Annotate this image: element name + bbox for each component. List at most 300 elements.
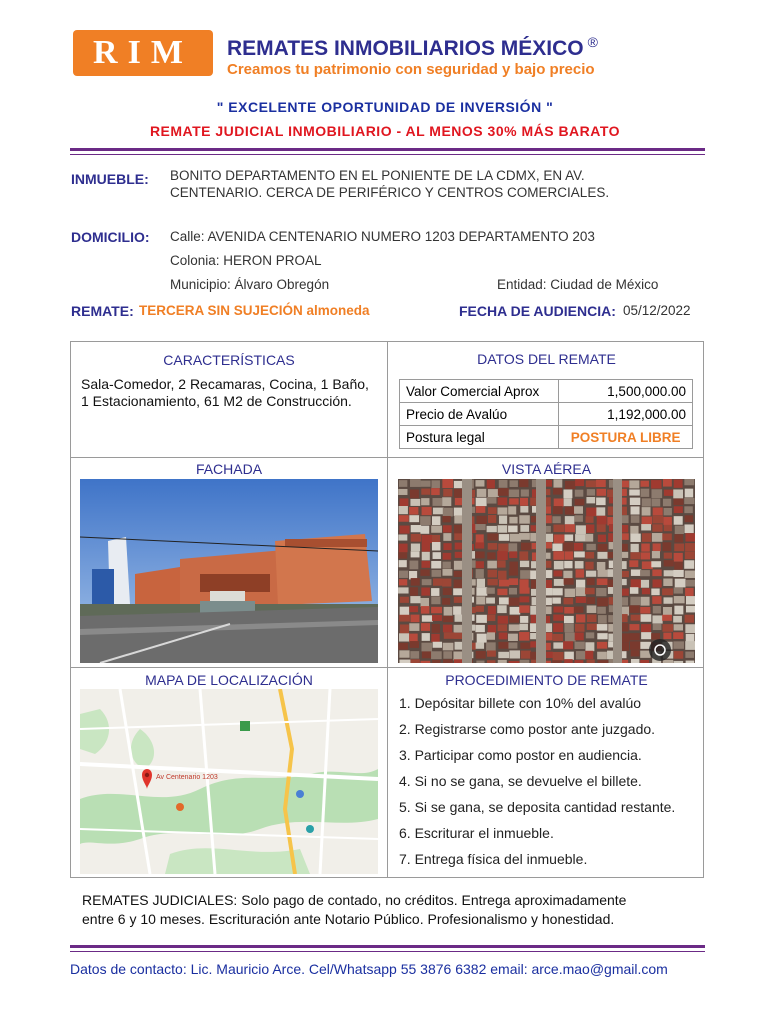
rooftop-tile bbox=[442, 598, 450, 605]
rooftop-tile bbox=[641, 632, 651, 639]
rooftop-tile bbox=[398, 552, 407, 558]
rooftop-tile bbox=[597, 642, 607, 649]
rooftop-tile bbox=[486, 598, 495, 604]
mapa-title: MAPA DE LOCALIZACIÓN bbox=[145, 672, 313, 688]
rooftop-tile bbox=[432, 498, 442, 506]
rooftop-tile bbox=[587, 605, 597, 613]
rooftop-tile bbox=[597, 579, 608, 585]
rooftop-tile bbox=[642, 498, 651, 506]
rooftop-tile bbox=[510, 480, 518, 487]
rooftop-tile bbox=[662, 533, 672, 540]
rooftop-tile bbox=[597, 652, 607, 660]
rooftop-tile bbox=[675, 579, 686, 588]
rooftop-tile bbox=[685, 624, 695, 633]
rooftop-tile bbox=[410, 479, 421, 487]
rooftop-tile bbox=[640, 570, 650, 576]
rooftop-tile bbox=[454, 625, 464, 633]
rooftop-tile bbox=[629, 480, 639, 488]
rooftop-tile bbox=[521, 651, 531, 659]
rooftop-tile bbox=[629, 605, 639, 613]
fachada-photo bbox=[80, 479, 378, 663]
rooftop-tile bbox=[629, 624, 639, 630]
divider-top bbox=[70, 148, 705, 151]
rooftop-tile bbox=[410, 596, 420, 603]
rooftop-tile bbox=[476, 561, 484, 568]
datos-remate-table bbox=[399, 379, 693, 449]
rooftop-tile bbox=[421, 598, 429, 607]
rooftop-tile bbox=[409, 623, 419, 631]
calle-value: Calle: AVENIDA CENTENARIO NUMERO 1203 DEPARTAMENTO 203 bbox=[170, 229, 595, 244]
rooftop-tile bbox=[564, 561, 572, 568]
rooftop-tile bbox=[664, 508, 672, 515]
rooftop-tile bbox=[431, 561, 441, 569]
rooftop-tile bbox=[674, 553, 683, 562]
rooftop-tile bbox=[575, 515, 583, 522]
rooftop-tile bbox=[453, 606, 461, 614]
rooftop-tile bbox=[630, 597, 640, 605]
rooftop-tile bbox=[475, 625, 485, 632]
rooftop-tile bbox=[674, 588, 683, 594]
rooftop-tile bbox=[586, 544, 595, 550]
rooftop-tile bbox=[498, 616, 509, 624]
rooftop-tile bbox=[662, 588, 673, 595]
rooftop-tile bbox=[399, 660, 410, 663]
rooftop-tile bbox=[519, 551, 528, 560]
rooftop-tile bbox=[509, 615, 519, 622]
rooftop-tile bbox=[552, 516, 560, 523]
rooftop-tile bbox=[564, 578, 574, 585]
rooftop-tile bbox=[554, 561, 564, 569]
rooftop-tile bbox=[641, 543, 650, 551]
rooftop-tile bbox=[399, 633, 409, 641]
rooftop-tile bbox=[499, 534, 510, 541]
rooftop-tile bbox=[519, 588, 529, 594]
rooftop-tile bbox=[597, 562, 605, 570]
rooftop-tile bbox=[596, 507, 605, 515]
rooftop-tile bbox=[651, 633, 660, 639]
rooftop-tile bbox=[663, 578, 672, 586]
rooftop-tile bbox=[422, 535, 432, 543]
rooftop-tile bbox=[422, 633, 430, 641]
rooftop-tile bbox=[520, 616, 528, 623]
rooftop-tile bbox=[564, 652, 574, 660]
rooftop-tile bbox=[653, 579, 662, 587]
rooftop-tile bbox=[508, 506, 516, 514]
rooftop-tile bbox=[663, 479, 672, 486]
rooftop-tile bbox=[684, 498, 694, 504]
rooftop-tile bbox=[575, 632, 584, 640]
rooftop-tile bbox=[433, 642, 442, 648]
fecha-label: FECHA DE AUDIENCIA: bbox=[459, 303, 616, 319]
rooftop-tile bbox=[554, 570, 563, 576]
rooftop-tile bbox=[684, 506, 693, 513]
rooftop-tile bbox=[630, 641, 640, 650]
rooftop-tile bbox=[675, 526, 684, 534]
rooftop-tile bbox=[674, 661, 684, 663]
list-item: 6. Escriturar el inmueble. bbox=[399, 825, 554, 841]
rooftop-tile bbox=[410, 489, 419, 498]
rooftop-tile bbox=[629, 560, 638, 567]
rooftop-tile bbox=[651, 489, 662, 498]
rooftop-tile bbox=[442, 497, 451, 506]
rooftop-tile bbox=[509, 569, 518, 575]
rooftop-tile bbox=[519, 479, 528, 487]
rooftop-tile bbox=[443, 625, 452, 633]
rooftop-tile bbox=[653, 543, 661, 551]
rooftop-tile bbox=[519, 605, 529, 613]
rooftop-tile bbox=[399, 544, 408, 553]
rooftop-tile bbox=[586, 632, 594, 638]
rooftop-tile bbox=[586, 571, 596, 577]
rooftop-tile bbox=[400, 498, 409, 506]
rooftop-tile bbox=[431, 596, 440, 604]
rooftop-tile bbox=[411, 659, 420, 663]
rooftop-tile bbox=[442, 569, 452, 576]
rooftop-tile bbox=[497, 551, 508, 560]
rooftop-tile bbox=[454, 481, 463, 488]
rooftop-tile bbox=[398, 535, 407, 541]
rooftop-tile bbox=[432, 615, 442, 621]
rooftop-tile bbox=[454, 659, 463, 663]
rooftop-tile bbox=[422, 552, 430, 560]
rooftop-tile bbox=[487, 660, 495, 663]
rooftop-tile bbox=[630, 587, 638, 594]
procedimiento-list bbox=[399, 690, 675, 872]
rooftop-tile bbox=[652, 551, 660, 558]
rooftop-tile bbox=[409, 507, 418, 515]
rooftop-tile bbox=[475, 551, 484, 558]
rooftop-tile bbox=[432, 624, 440, 633]
rooftop-tile bbox=[510, 607, 521, 615]
rooftop-tile bbox=[497, 507, 507, 514]
rooftop-tile bbox=[399, 615, 410, 622]
grid-divider-row1 bbox=[71, 457, 703, 458]
rooftop-tile bbox=[431, 634, 439, 642]
rooftop-tile bbox=[521, 489, 529, 496]
rooftop-tile bbox=[640, 660, 649, 663]
rooftop-tile bbox=[651, 589, 659, 596]
rooftop-tile bbox=[520, 570, 531, 579]
rooftop-tile bbox=[553, 488, 562, 495]
rooftop-tile bbox=[520, 642, 530, 648]
rooftop-tile bbox=[685, 489, 693, 498]
rooftop-tile bbox=[641, 624, 651, 632]
rooftop-tile bbox=[585, 562, 593, 570]
divider-top-thin bbox=[70, 154, 705, 155]
rooftop-tile bbox=[554, 534, 565, 543]
rooftop-tile bbox=[631, 569, 641, 575]
rooftop-tile bbox=[684, 524, 693, 533]
rooftop-tile bbox=[674, 562, 683, 570]
rooftop-tile bbox=[598, 660, 609, 663]
rooftop-tile bbox=[498, 660, 507, 663]
rooftop-tile bbox=[664, 490, 673, 496]
rooftop-tile bbox=[442, 579, 451, 587]
rooftop-tile bbox=[553, 642, 564, 648]
rooftop-tile bbox=[587, 624, 597, 630]
rooftop-tile bbox=[565, 632, 576, 641]
rooftop-tile bbox=[674, 516, 683, 525]
rooftop-tile bbox=[488, 570, 497, 578]
rooftop-tile bbox=[488, 606, 496, 614]
rooftop-tile bbox=[476, 596, 485, 604]
rooftop-tile bbox=[476, 651, 486, 659]
rooftop-tile bbox=[640, 607, 650, 614]
rooftop-tile bbox=[431, 480, 439, 488]
rooftop-tile bbox=[673, 489, 683, 498]
rooftop-tile bbox=[641, 524, 651, 530]
rooftop-tile bbox=[476, 534, 484, 543]
rooftop-tile bbox=[509, 562, 518, 571]
rooftop-tile bbox=[487, 526, 497, 532]
rooftop-tile bbox=[498, 497, 508, 505]
rooftop-tile bbox=[520, 498, 528, 506]
rooftop-tile bbox=[564, 624, 573, 632]
rooftop-tile bbox=[686, 580, 695, 587]
municipio-value: Municipio: Álvaro Obregón bbox=[170, 277, 330, 292]
rooftop-tile bbox=[498, 652, 509, 658]
rooftop-tile bbox=[662, 542, 671, 551]
rooftop-tile bbox=[630, 534, 640, 542]
rooftop-tile bbox=[477, 634, 487, 643]
rooftop-tile bbox=[553, 614, 564, 620]
rooftop-tile bbox=[663, 597, 672, 603]
rooftop-tile bbox=[574, 506, 583, 514]
rooftop-tile bbox=[631, 515, 640, 523]
rooftop-tile bbox=[663, 660, 673, 663]
rooftop-tile bbox=[399, 579, 407, 585]
rooftop-tile bbox=[662, 624, 673, 632]
rooftop-tile bbox=[509, 578, 518, 585]
rooftop-tile bbox=[597, 598, 608, 607]
footer-note-line1: REMATES JUDICIALES: Solo pago de contado, no créditos. Entrega aproximadamente bbox=[82, 892, 627, 908]
rooftop-tile bbox=[641, 614, 652, 622]
rooftop-tile bbox=[519, 632, 529, 641]
rooftop-tile bbox=[587, 489, 595, 495]
rooftop-tile bbox=[433, 508, 444, 515]
rooftop-tile bbox=[631, 650, 640, 656]
rooftop-tile bbox=[488, 543, 498, 550]
rooftop-tile bbox=[400, 624, 409, 633]
rooftop-tile bbox=[509, 588, 517, 595]
rooftop-tile bbox=[476, 642, 484, 648]
rooftop-tile bbox=[642, 533, 651, 542]
rooftop-tile bbox=[663, 517, 672, 525]
rooftop-tile bbox=[509, 624, 520, 631]
datos-remate-title: DATOS DEL REMATE bbox=[477, 351, 616, 367]
rooftop-tile bbox=[684, 560, 694, 569]
rooftop-tile bbox=[563, 641, 573, 649]
rooftop-tile bbox=[640, 481, 649, 487]
rooftop-tile bbox=[432, 570, 442, 577]
rooftop-tile bbox=[563, 489, 572, 498]
rooftop-tile bbox=[564, 534, 573, 540]
rooftop-tile bbox=[508, 634, 518, 641]
rooftop-tile bbox=[575, 561, 584, 568]
rooftop-tile bbox=[422, 543, 430, 552]
rooftop-tile bbox=[662, 615, 672, 621]
rooftop-tile bbox=[421, 489, 430, 495]
rooftop-tile bbox=[433, 578, 442, 585]
rooftop-tile bbox=[453, 651, 463, 660]
rooftop-tile bbox=[674, 479, 683, 487]
precio-avaluo-value: 1,192,000.00 bbox=[559, 403, 693, 426]
rooftop-tile bbox=[488, 515, 496, 523]
rooftop-tile bbox=[455, 543, 463, 550]
rooftop-tile bbox=[685, 652, 694, 658]
rooftop-tile bbox=[422, 615, 433, 621]
rooftop-tile bbox=[673, 616, 682, 623]
rooftop-tile bbox=[520, 624, 528, 631]
footer-note-line2: entre 6 y 10 meses. Escrituración ante Notario Público. Profesionalismo y honestidad. bbox=[82, 911, 615, 927]
rooftop-tile bbox=[420, 526, 429, 534]
rooftop-tile bbox=[631, 615, 641, 621]
rooftop-tile bbox=[552, 544, 562, 551]
brand-slogan: Creamos tu patrimonio con seguridad y bajo precio bbox=[227, 61, 595, 78]
rooftop-tile bbox=[674, 651, 684, 659]
rooftop-tile bbox=[398, 643, 408, 650]
rooftop-tile bbox=[575, 490, 584, 497]
rooftop-tile bbox=[498, 488, 509, 496]
rooftop-tile bbox=[410, 641, 419, 648]
rooftop-tile bbox=[564, 659, 572, 663]
rooftop-tile bbox=[520, 525, 529, 532]
rooftop-tile bbox=[399, 526, 409, 534]
rooftop-tile bbox=[476, 569, 484, 578]
rooftop-tile bbox=[685, 543, 695, 551]
rooftop-tile bbox=[443, 643, 454, 651]
rooftop-tile bbox=[476, 606, 484, 612]
rooftop-tile bbox=[585, 642, 594, 651]
vista-aerea-title: VISTA AÉREA bbox=[501, 461, 592, 477]
rooftop-tile bbox=[664, 560, 674, 566]
rooftop-tile bbox=[587, 614, 597, 622]
rooftop-tile bbox=[498, 571, 506, 580]
rooftop-tile bbox=[520, 596, 530, 602]
rooftop-tile bbox=[652, 524, 662, 531]
rooftop-tile bbox=[652, 499, 661, 507]
rooftop-tile bbox=[487, 533, 498, 540]
subheadline: REMATE JUDICIAL INMOBILIARIO - AL MENOS 30% MÁS BARATO bbox=[149, 123, 621, 139]
rooftop-tile bbox=[421, 643, 432, 652]
rooftop-tile bbox=[630, 552, 640, 559]
rooftop-tile bbox=[421, 498, 429, 505]
rooftop-tile bbox=[520, 660, 530, 663]
rooftop-tile bbox=[509, 498, 518, 504]
rooftop-tile bbox=[487, 561, 497, 569]
rooftop-tile bbox=[586, 480, 596, 487]
rooftop-tile bbox=[574, 660, 583, 663]
rooftop-tile bbox=[411, 534, 421, 542]
rooftop-tile bbox=[673, 499, 683, 506]
list-item: 4. Si no se gana, se devuelve el billete. bbox=[399, 773, 642, 789]
rooftop-tile bbox=[586, 516, 594, 523]
rooftop-tile bbox=[674, 543, 684, 551]
rooftop-tile bbox=[498, 544, 508, 552]
rooftop-tile bbox=[410, 499, 420, 506]
rooftop-tile bbox=[399, 571, 408, 578]
rooftop-tile bbox=[488, 625, 496, 633]
vista-aerea-image bbox=[398, 479, 695, 663]
rooftop-tile bbox=[475, 542, 484, 548]
rooftop-tile bbox=[597, 607, 606, 614]
rooftop-tile bbox=[520, 561, 529, 567]
rooftop-tile bbox=[554, 579, 564, 586]
rooftop-tile bbox=[553, 525, 564, 532]
rooftop-tile bbox=[488, 507, 497, 514]
rooftop-tile bbox=[575, 534, 586, 541]
rooftop-tile bbox=[663, 499, 671, 506]
rooftop-tile bbox=[642, 507, 651, 515]
rooftop-tile bbox=[652, 516, 663, 524]
rooftop-tile bbox=[454, 633, 464, 639]
rooftop-tile bbox=[586, 508, 597, 517]
rooftop-tile bbox=[674, 506, 683, 513]
rooftop-tile bbox=[630, 526, 638, 534]
rooftop-tile bbox=[410, 615, 419, 623]
rooftop-tile bbox=[585, 552, 594, 559]
procedimiento-title: PROCEDIMIENTO DE REMATE bbox=[445, 672, 648, 688]
rooftop-tile bbox=[431, 526, 442, 533]
rooftop-tile bbox=[421, 623, 430, 631]
rooftop-tile bbox=[487, 579, 497, 585]
rooftop-tile bbox=[454, 571, 462, 577]
postura-legal-value: POSTURA LIBRE bbox=[559, 426, 693, 449]
rooftop-tile bbox=[431, 651, 442, 659]
rooftop-tile bbox=[652, 570, 661, 577]
rooftop-tile bbox=[685, 588, 694, 596]
inmueble-label: INMUEBLE: bbox=[71, 171, 149, 187]
rooftop-tile bbox=[497, 605, 506, 613]
rooftop-tile bbox=[508, 642, 517, 648]
rooftop-tile bbox=[575, 642, 585, 649]
rooftop-tile bbox=[476, 587, 487, 596]
rooftop-tile bbox=[431, 607, 442, 613]
rooftop-tile bbox=[487, 552, 495, 559]
rooftop-tile bbox=[421, 661, 431, 663]
rooftop-tile bbox=[629, 489, 640, 495]
rooftop-tile bbox=[410, 587, 418, 595]
rooftop-tile bbox=[585, 534, 593, 542]
table-row bbox=[400, 403, 693, 426]
divider-bottom bbox=[70, 945, 705, 948]
rooftop-tile bbox=[398, 489, 407, 495]
rooftop-tile bbox=[565, 551, 574, 559]
map-pin-label: Av Centenario 1203 bbox=[156, 774, 218, 781]
rooftop-tile bbox=[443, 489, 452, 497]
rooftop-tile bbox=[487, 497, 496, 503]
rooftop-tile bbox=[475, 480, 484, 486]
inmueble-line2: CENTENARIO. CERCA DE PERIFÉRICO Y CENTROS COMERCIALES. bbox=[170, 185, 610, 200]
rooftop-tile bbox=[486, 588, 494, 594]
rooftop-tile bbox=[431, 588, 439, 596]
rooftop-tile bbox=[597, 552, 607, 559]
rooftop-tile bbox=[563, 571, 572, 579]
rooftop-tile bbox=[565, 589, 575, 597]
rooftop-tile bbox=[598, 615, 607, 624]
rooftop-tile bbox=[422, 507, 432, 515]
rooftop-tile bbox=[477, 579, 485, 588]
rooftop-tile bbox=[422, 579, 432, 585]
rooftop-tile bbox=[487, 480, 495, 489]
rooftop-tile bbox=[421, 481, 431, 487]
rooftop-tile bbox=[596, 498, 605, 506]
rooftop-tile bbox=[432, 542, 441, 550]
rooftop-tile bbox=[443, 508, 453, 517]
rooftop-tile bbox=[442, 479, 453, 488]
rooftop-tile bbox=[598, 570, 608, 577]
list-item: 7. Entrega física del inmueble. bbox=[399, 851, 588, 867]
